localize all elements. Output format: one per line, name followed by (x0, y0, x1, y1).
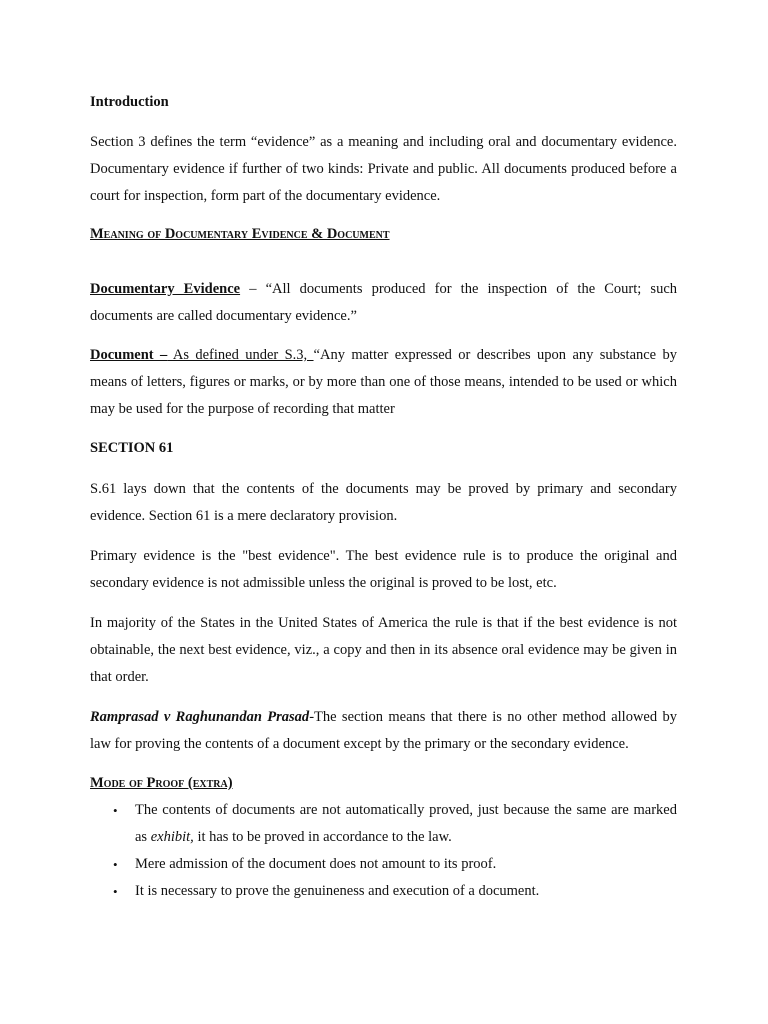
introduction-paragraph: Section 3 defines the term “evidence” as a meaning and including oral and documentary evidence. Documentary evidence if further of two kinds: Private and public. All documents produced before a court for inspection, form part of the documentary evidence. (90, 134, 677, 204)
bullet-icon: • (113, 857, 118, 872)
section-61-paragraph-2: Primary evidence is the "best evidence". The best evidence rule is to produce the original and secondary evidence is not admissible unless the original is proved to be lost, etc. (90, 548, 677, 591)
list-item (90, 851, 677, 878)
meaning-heading: Meaning of Documentary Evidence & Document (90, 226, 390, 242)
documentary-evidence-term: Documentary Evidence (90, 281, 241, 297)
case-text: -The section means that there is no other method allowed by law for proving the contents of a document except by the primary or the secondary evidence. (90, 709, 677, 752)
case-paragraph (90, 704, 677, 758)
list-item (90, 878, 677, 905)
case-name: Ramprasad v Raghunandan Prasad (90, 709, 310, 725)
list-item-text-end: it has to be proved in accordance to the law. (193, 829, 452, 845)
list-item-text: The contents of documents are not automatically proved, just because the same are marked as (135, 802, 677, 845)
documentary-evidence-text: – “All documents produced for the inspection of the Court; such documents are called documentary evidence.” (90, 281, 678, 324)
list-item (90, 797, 677, 851)
document-term: Document – (90, 347, 168, 363)
bullet-icon: • (113, 803, 118, 818)
introduction-heading: Introduction (90, 94, 169, 110)
mode-of-proof-list (90, 797, 677, 905)
list-item-emphasis: exhibit, (150, 829, 194, 845)
list-item-text: It is necessary to prove the genuineness and execution of a document. (135, 883, 540, 899)
document-reference: As defined under S.3, (167, 347, 314, 363)
document-definition-text: “Any matter expressed or describes upon any substance by means of letters, figures or marks, or by more than one of those means, intended to be used or which may be used for the purpose of recording that matter (90, 347, 678, 417)
section-61-paragraph-3: In majority of the States in the United States of America the rule is that if the best evidence is not obtainable, the next best evidence, viz., a copy and then in its absence oral evidence may be given in that order. (90, 615, 677, 685)
section-61-paragraph-1: S.61 lays down that the contents of the documents may be proved by primary and secondary evidence. Section 61 is a mere declaratory provision. (90, 481, 677, 524)
list-item-text: Mere admission of the document does not amount to its proof. (135, 856, 497, 872)
documentary-evidence-paragraph (90, 276, 677, 330)
mode-of-proof-heading: Mode of Proof (extra) (90, 775, 233, 791)
document-definition-paragraph (90, 342, 677, 423)
section-61-heading: SECTION 61 (90, 440, 174, 456)
bullet-icon: • (113, 884, 118, 899)
